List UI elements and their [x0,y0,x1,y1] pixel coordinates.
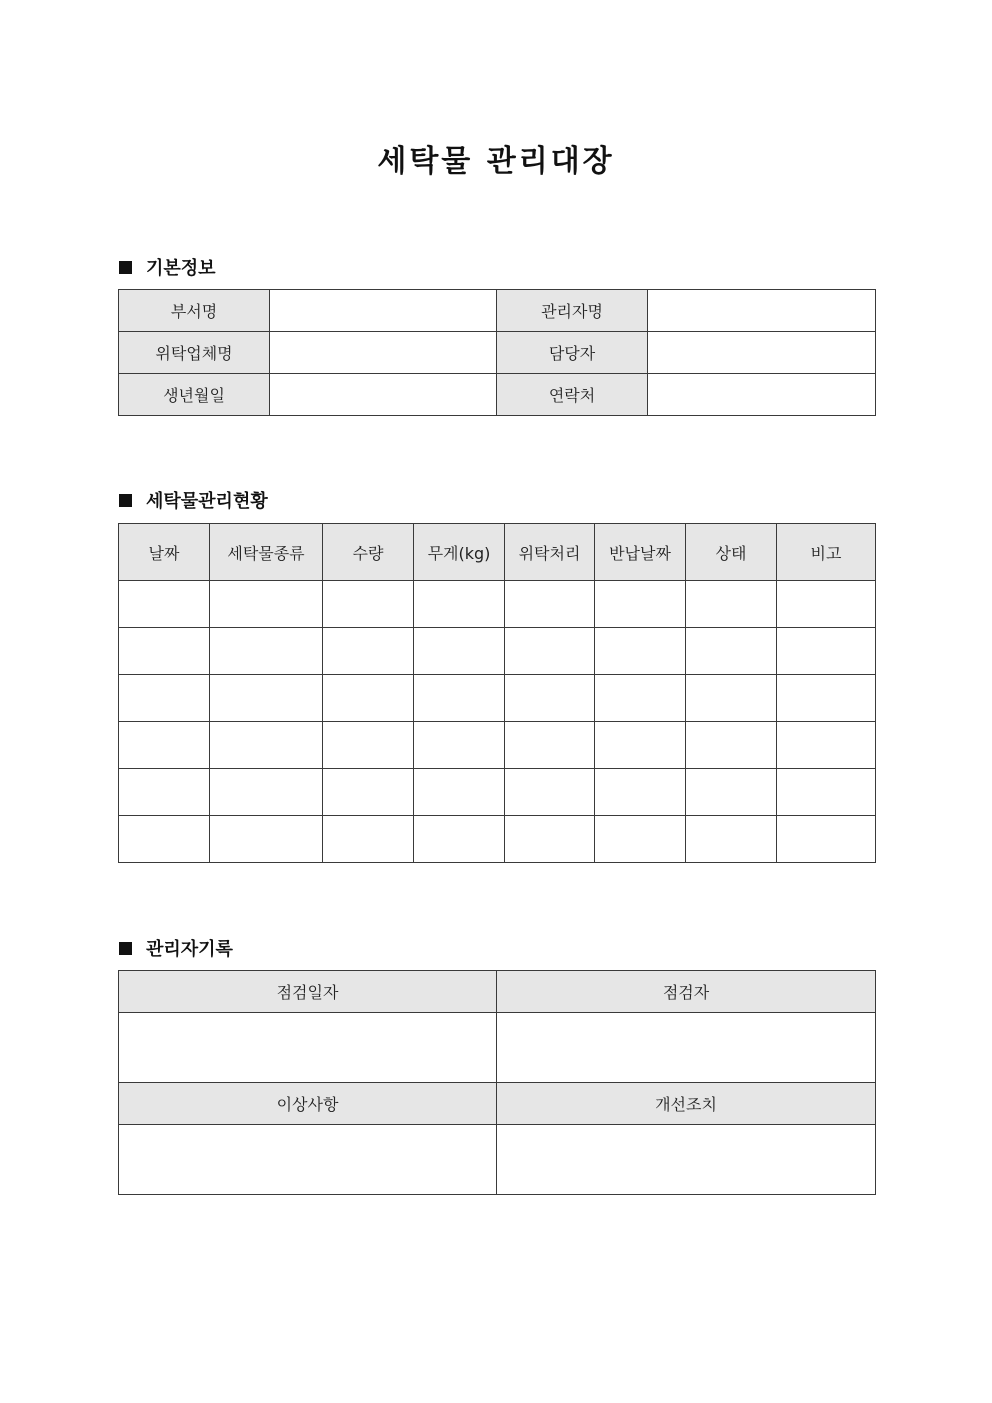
column-header-date: 날짜 [119,524,210,581]
table-cell[interactable] [686,628,777,675]
input-manager-name[interactable] [648,290,876,332]
section-heading-status [119,487,268,513]
table-cell[interactable] [210,628,323,675]
table-cell[interactable] [119,675,210,722]
section-title-record: 관리자기록 [146,939,233,960]
input-birthdate[interactable] [270,374,497,416]
label-birthdate: 생년월일 [119,374,270,416]
laundry-status-table [118,523,876,863]
section-heading-record [119,935,233,961]
table-header-row [119,971,876,1013]
table-cell[interactable] [777,628,876,675]
table-cell[interactable] [323,675,414,722]
table-cell[interactable] [119,769,210,816]
table-cell[interactable] [777,722,876,769]
table-cell[interactable] [414,675,505,722]
table-cell[interactable] [777,581,876,628]
table-cell[interactable] [323,581,414,628]
table-cell[interactable] [323,628,414,675]
table-row [119,816,876,863]
label-corrective-action: 개선조치 [497,1083,876,1125]
table-row [119,1013,876,1083]
input-abnormalities[interactable] [119,1125,497,1195]
column-header-weight: 무게(kg) [414,524,505,581]
laundry-status-body [119,581,876,863]
table-cell[interactable] [414,628,505,675]
square-bullet-icon [119,494,132,507]
table-cell[interactable] [505,581,595,628]
basic-info-table [118,289,876,416]
table-row [119,581,876,628]
table-cell[interactable] [323,816,414,863]
label-contact-person: 담당자 [497,332,648,374]
manager-record-table [118,970,876,1195]
table-cell[interactable] [686,816,777,863]
table-cell[interactable] [119,816,210,863]
table-cell[interactable] [505,675,595,722]
table-cell[interactable] [505,816,595,863]
column-header-laundry-type: 세탁물종류 [210,524,323,581]
page-title: 세탁물 관리대장 [377,144,615,179]
table-cell[interactable] [595,581,686,628]
table-cell[interactable] [210,675,323,722]
table-cell[interactable] [777,816,876,863]
label-abnormalities: 이상사항 [119,1083,497,1125]
table-cell[interactable] [323,769,414,816]
table-cell[interactable] [595,628,686,675]
input-contact-person[interactable] [648,332,876,374]
table-cell[interactable] [414,816,505,863]
table-row [119,675,876,722]
table-cell[interactable] [505,722,595,769]
table-cell[interactable] [119,722,210,769]
table-cell[interactable] [686,722,777,769]
table-row [119,374,876,416]
column-header-remarks: 비고 [777,524,876,581]
square-bullet-icon [119,942,132,955]
table-cell[interactable] [210,722,323,769]
table-cell[interactable] [505,628,595,675]
table-cell[interactable] [210,816,323,863]
input-inspection-date[interactable] [119,1013,497,1083]
column-header-return-date: 반납날짜 [595,524,686,581]
input-department[interactable] [270,290,497,332]
table-cell[interactable] [777,675,876,722]
label-manager-name: 관리자명 [497,290,648,332]
table-row [119,1125,876,1195]
section-title-status: 세탁물관리현황 [146,491,268,512]
table-cell[interactable] [210,581,323,628]
column-header-outsourcing: 위탁처리 [505,524,595,581]
label-inspection-date: 점검일자 [119,971,497,1013]
table-cell[interactable] [119,581,210,628]
square-bullet-icon [119,261,132,274]
table-cell[interactable] [414,722,505,769]
table-header-row [119,1083,876,1125]
table-cell[interactable] [414,769,505,816]
table-cell[interactable] [777,769,876,816]
table-row [119,722,876,769]
table-row [119,769,876,816]
label-inspector: 점검자 [497,971,876,1013]
table-row [119,332,876,374]
section-title-basic: 기본정보 [146,258,216,279]
table-cell[interactable] [595,769,686,816]
table-cell[interactable] [505,769,595,816]
label-department: 부서명 [119,290,270,332]
input-vendor-name[interactable] [270,332,497,374]
table-cell[interactable] [323,722,414,769]
column-header-quantity: 수량 [323,524,414,581]
input-inspector[interactable] [497,1013,876,1083]
section-heading-basic [119,254,216,280]
table-row [119,290,876,332]
table-cell[interactable] [686,769,777,816]
table-cell[interactable] [686,581,777,628]
table-cell[interactable] [595,816,686,863]
table-cell[interactable] [595,675,686,722]
table-row [119,628,876,675]
table-cell[interactable] [595,722,686,769]
label-phone: 연락처 [497,374,648,416]
table-cell[interactable] [119,628,210,675]
input-phone[interactable] [648,374,876,416]
column-header-condition: 상태 [686,524,777,581]
table-header-row [119,524,876,581]
label-vendor-name: 위탁업체명 [119,332,270,374]
table-cell[interactable] [686,675,777,722]
table-cell[interactable] [414,581,505,628]
input-corrective-action[interactable] [497,1125,876,1195]
table-cell[interactable] [210,769,323,816]
